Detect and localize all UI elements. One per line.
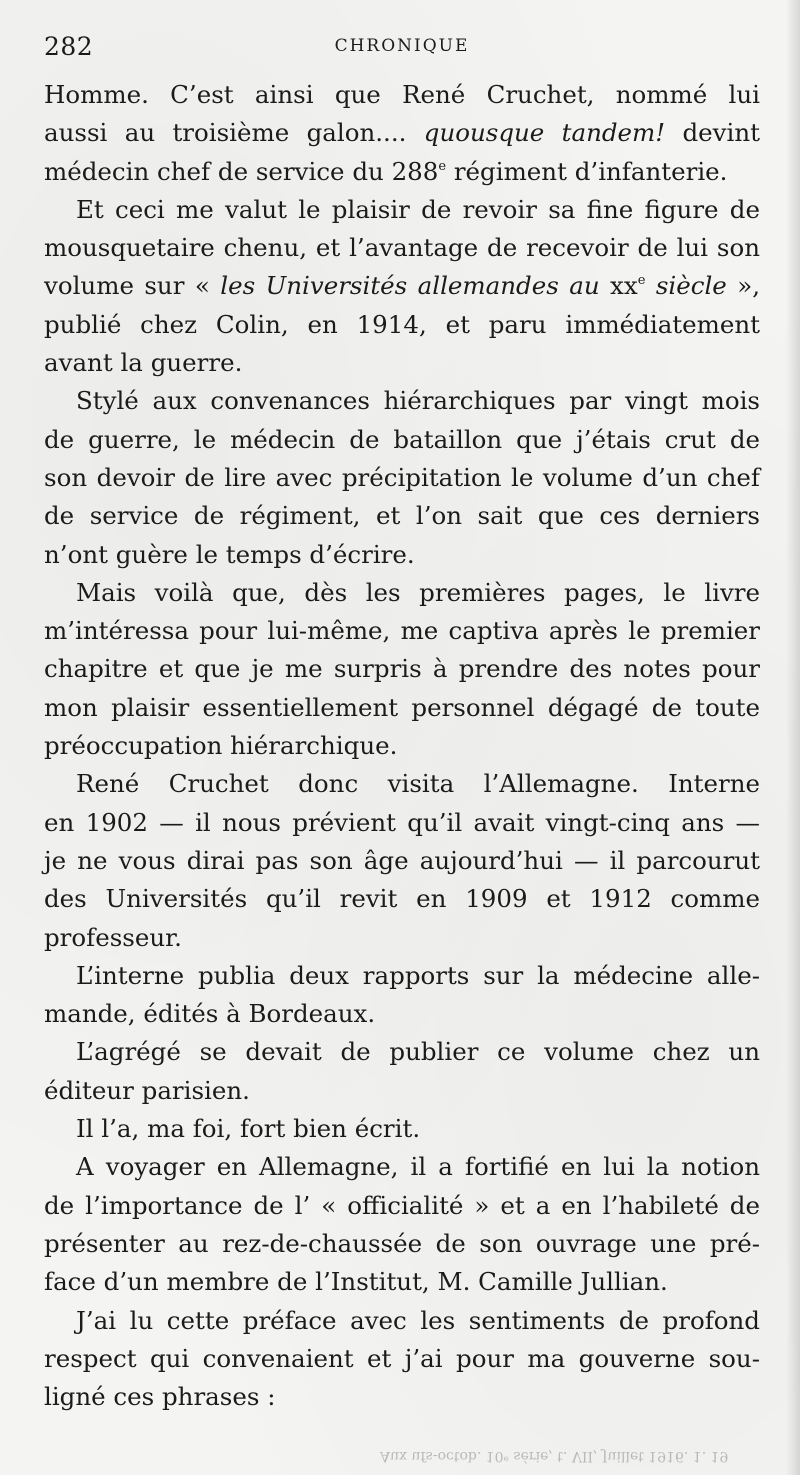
text-run: devint [665,118,760,148]
text-run: mon plaisir essentiellement personnel dégagé de toute [44,692,760,722]
text-run: J’ai lu cette préface avec les sentiments de profond [76,1305,760,1335]
text-line [44,191,760,229]
text-line [44,497,760,535]
text-line [44,727,760,765]
text-run: n’ont guère le temps d’écrire. [44,539,415,569]
text-run: son devoir de lire avec précipitation le volume d’un chef [44,462,760,492]
text-run: », [726,271,760,301]
text-line [44,1302,760,1340]
text-line [44,1263,760,1301]
text-line [44,1187,760,1225]
text-run: face d’un membre de l’Institut, M. Camille Jullian. [44,1267,668,1297]
text-line [44,1110,760,1148]
text-run: médecin chef de service du 288 [44,156,439,186]
body-text [44,76,760,1416]
text-run: xx [599,271,638,301]
text-run [645,271,655,300]
text-run: Homme. C’est ainsi que René Cruchet, nommé lui [44,80,760,109]
page-number: 282 [44,32,94,61]
text-line [44,880,760,918]
text-run: Stylé aux convenances hiérarchiques par vingt mois [76,386,760,416]
text-run: René Cruchet donc visita l’Allemagne. Interne [76,769,760,799]
text-run: L’interne publia deux rapports sur la médecine alle- [76,960,760,990]
text-run: A voyager en Allemagne, il a fortifié en lui la notion [76,1152,760,1182]
text-line [44,459,760,497]
text-run: aussi au troisième galon.... [44,118,424,148]
superscript: e [637,273,646,289]
text-line [44,1148,760,1186]
page-header [42,32,762,72]
text-line [44,957,760,995]
text-line [44,842,760,880]
text-line [44,1340,760,1378]
text-run: Mais voilà que, dès les premières pages, le livre [76,577,760,607]
running-head: CHRONIQUE [334,36,470,56]
text-run: volume sur « [44,271,221,301]
text-line [44,804,760,842]
text-run: de l’importance de l’ « officialité » et a en l’habileté de [44,1190,760,1220]
text-line [44,1378,760,1416]
bleed-through-footer: Aux ufs-octob. 10ᵉ série, t. VII, Juillet 1916. 1. 19 [380,1448,729,1464]
text-line [44,229,760,267]
text-line [44,421,760,459]
text-run: avant la guerre. [44,348,243,378]
text-run: en 1902 — il nous prévient qu’il avait vingt-cinq ans — [44,807,760,837]
text-line [44,267,760,305]
text-line [44,153,760,191]
text-line [44,114,760,152]
text-run: éditeur parisien. [44,1075,250,1105]
text-line [44,995,760,1033]
text-line [44,536,760,574]
text-line [44,689,760,727]
text-line [44,306,760,344]
text-run: de service de régiment, et l’on sait que ces derniers [44,501,760,531]
text-run-italic: siècle [655,271,727,301]
text-run-italic: les Universités allemandes au [220,271,600,301]
text-run: publié chez Colin, en 1914, et paru immédiatement [44,309,760,339]
text-line [44,919,760,957]
superscript: e [438,158,447,174]
text-run: présenter au rez-de-chaussée de son ouvrage une pré- [44,1228,760,1258]
text-run: chapitre et que je me surpris à prendre des notes pour [44,654,760,684]
text-line [44,1072,760,1110]
text-run: mousquetaire chenu, et l’avantage de recevoir de lui son [44,233,760,263]
text-run: mande, édités à Bordeaux. [44,999,376,1029]
text-run: Et ceci me valut le plaisir de revoir sa fine figure de [76,194,760,224]
text-run: préoccupation hiérarchique. [44,731,398,761]
text-line [44,574,760,612]
page-edge-shadow [786,0,800,1475]
text-run: professeur. [44,922,182,952]
text-line [44,1033,760,1071]
text-run: de guerre, le médecin de bataillon que j’étais crut de [44,424,760,454]
text-line [44,76,760,114]
text-run: régiment d’infanterie. [446,156,728,186]
text-line [44,382,760,420]
text-run: je ne vous dirai pas son âge aujourd’hui — il parcourut [44,845,760,875]
text-line [44,1225,760,1263]
text-line [44,650,760,688]
text-run: Il l’a, ma foi, fort bien écrit. [76,1114,421,1144]
text-run-italic: quousque tandem! [423,118,666,148]
text-run: respect qui convenaient et j’ai pour ma gouverne sou- [44,1343,760,1373]
text-line [44,344,760,382]
text-line [44,765,760,803]
text-run: des Universités qu’il revit en 1909 et 1912 comme [44,884,760,914]
text-run: m’intéressa pour lui-même, me captiva après le premier [44,616,760,646]
text-run: L’agrégé se devait de publier ce volume chez un [76,1037,760,1067]
text-run: ligné ces phrases : [44,1382,276,1412]
text-line [44,612,760,650]
